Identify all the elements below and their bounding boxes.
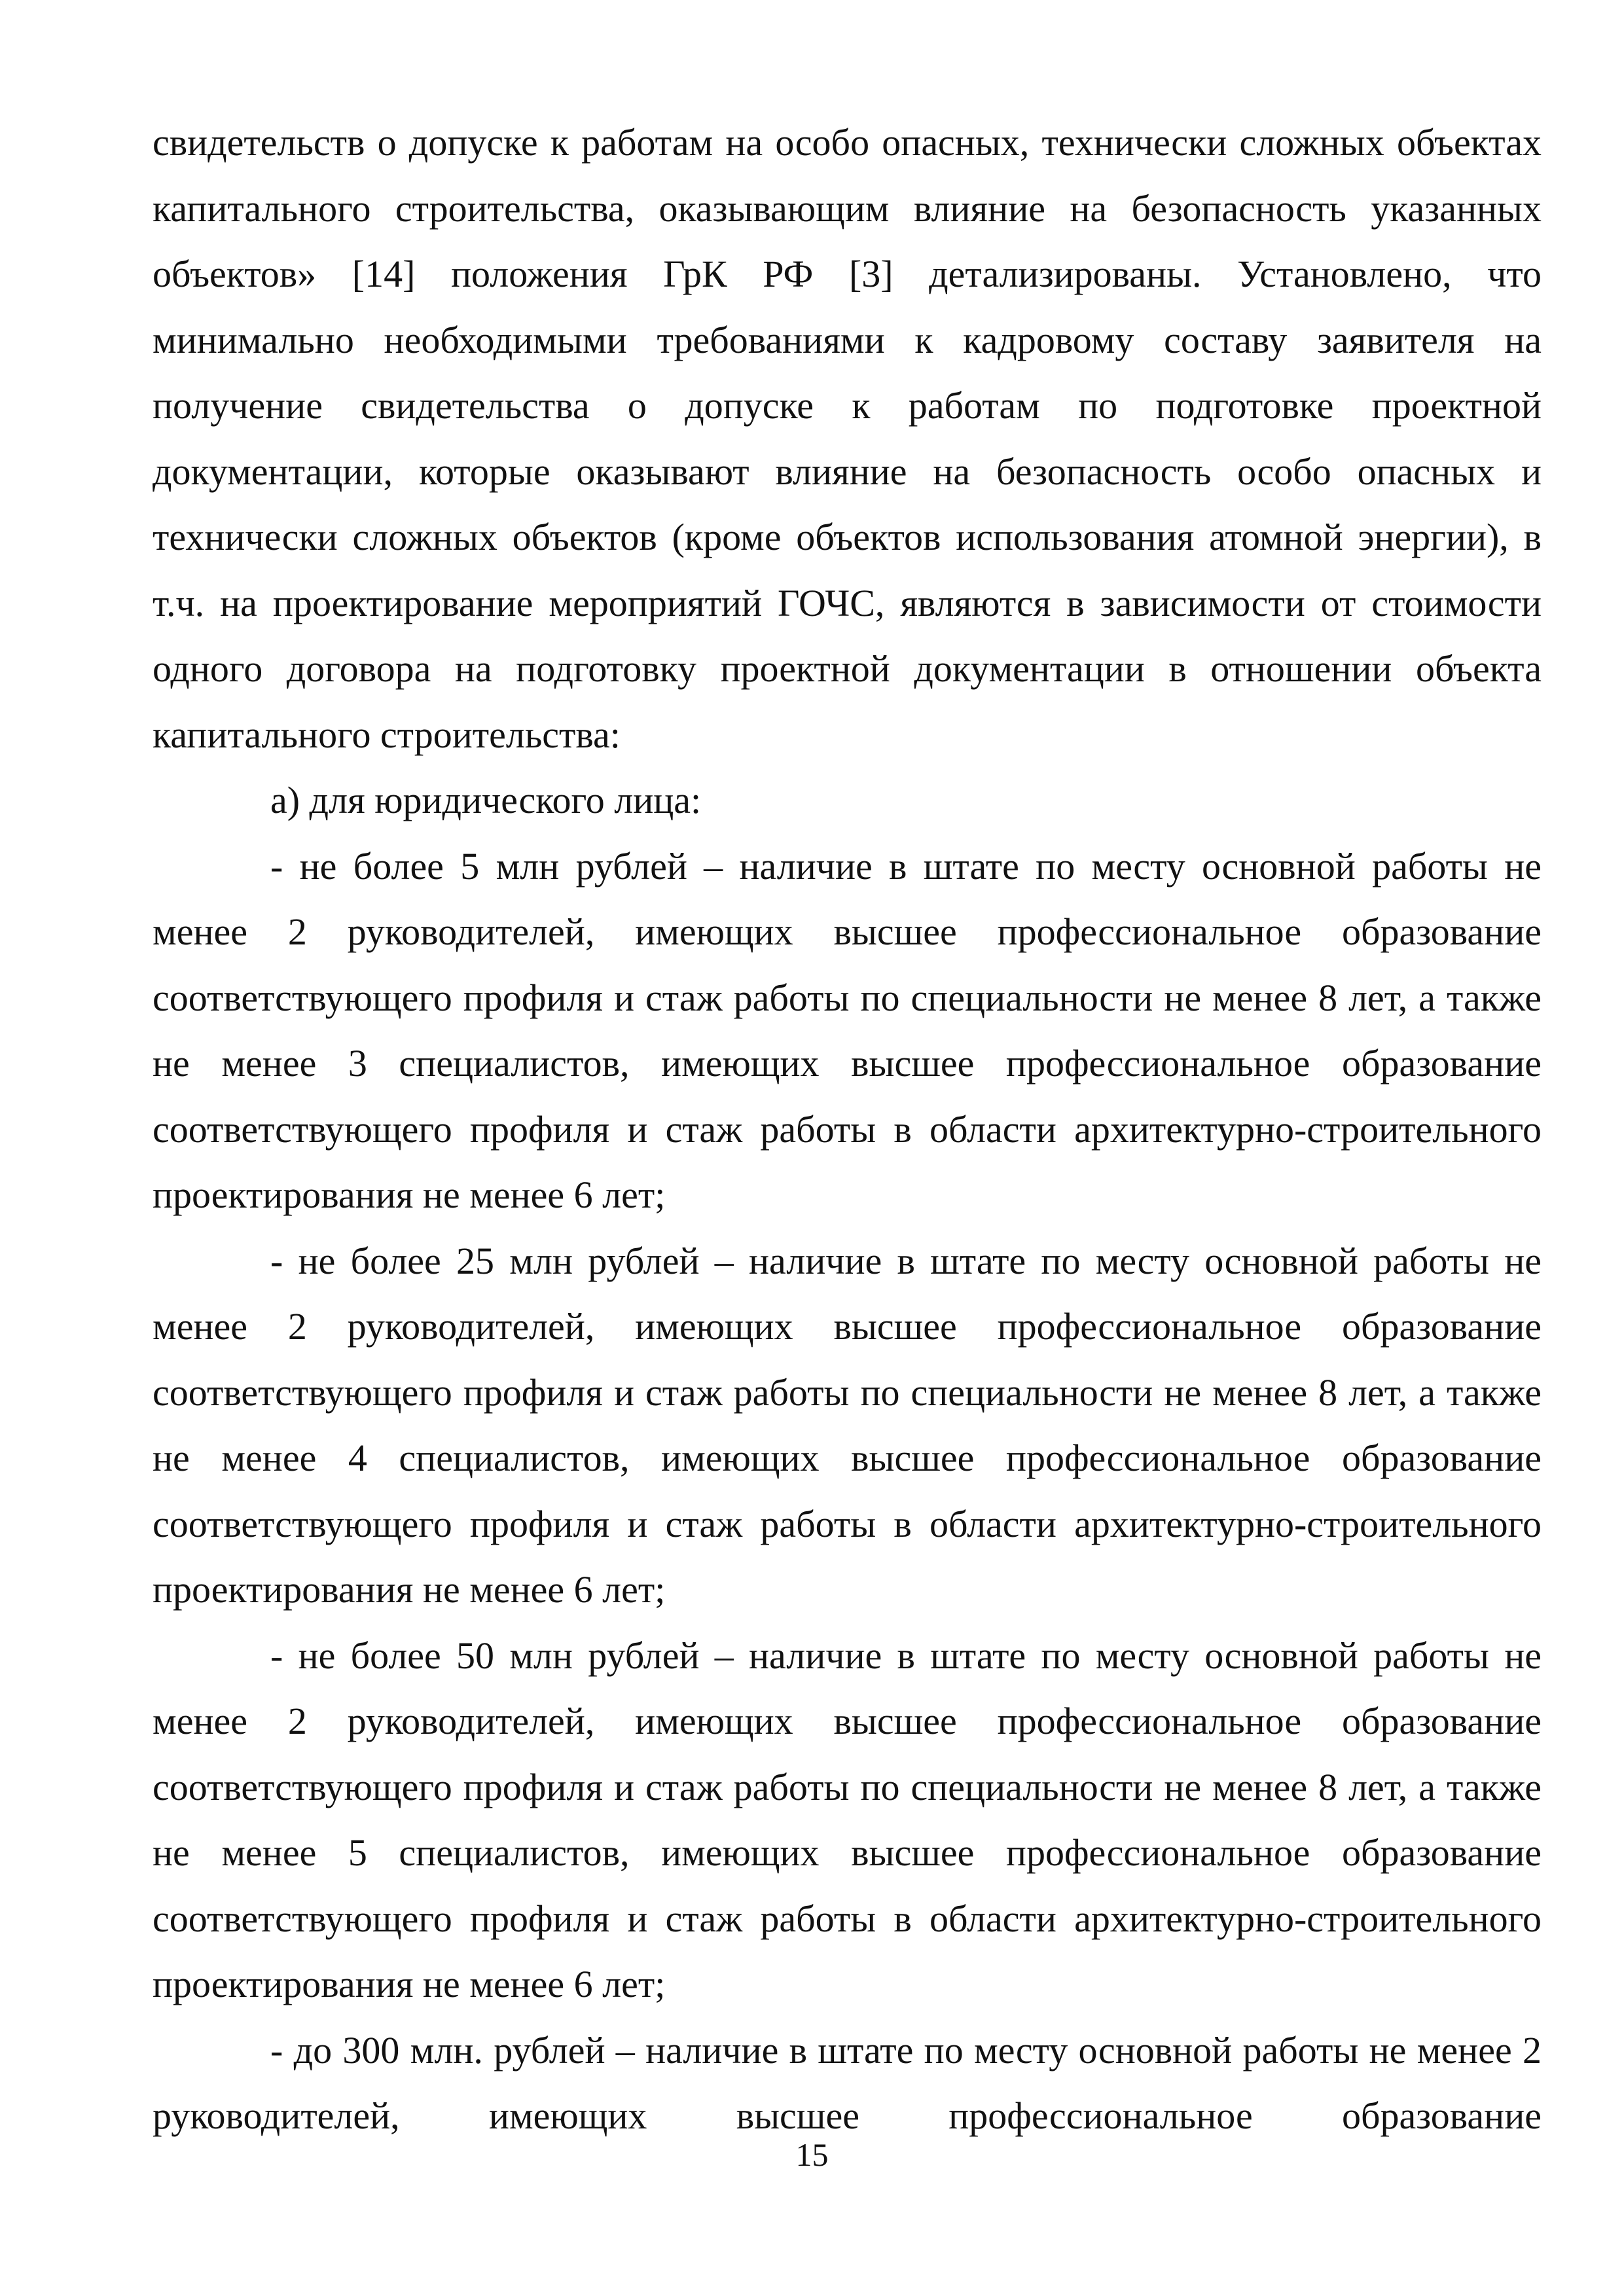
paragraph-tier-50-million: - не более 50 млн рублей – наличие в штате по месту основной работы не менее 2 руководителей, имеющих высшее профессиональное образование соответствующего профиля и стаж работы по специальности не менее 8 лет, а также не менее 5 специалистов, имеющих высшее профессиональное образование соответствующего профиля и стаж работы в области архитектурно-строительного проектирования не менее 6 лет; bbox=[153, 1634, 1542, 2005]
paragraph-legal-entity: а) для юридического лица: bbox=[270, 779, 702, 821]
body-text bbox=[153, 110, 1542, 2149]
paragraph-tier-300-million: - до 300 млн. рублей – наличие в штате по месту основной работы не менее 2 руководителей, имеющих высшее профессиональное образование bbox=[153, 2028, 1542, 2137]
paragraph-tier-5-million: - не более 5 млн рублей – наличие в штате по месту основной работы не менее 2 руководителей, имеющих высшее профессиональное образование соответствующего профиля и стаж работы по специальности не менее 8 лет, а также не менее 3 специалистов, имеющих высшее профессиональное образование соответствующего профиля и стаж работы в области архитектурно-строительного проектирования не менее 6 лет; bbox=[153, 844, 1542, 1216]
page-number: 15 bbox=[795, 2136, 829, 2173]
paragraph-intro: свидетельств о допуске к работам на особо опасных, технически сложных объектах капитального строительства, оказывающим влияние на безопасность указанных объектов» [14] положения ГрК РФ [3] детализированы. Установлено, что минимально необходимыми требованиями к кадровому составу заявителя на получение свидетельства о допуске к работам по подготовке проектной документации, которые оказывают влияние на безопасность особо опасных и технически сложных объектов (кроме объектов использования атомной энергии), в т.ч. на проектирование мероприятий ГОЧС, являются в зависимости от стоимости одного договора на подготовку проектной документации в отношении объекта капитального строительства: bbox=[153, 121, 1542, 756]
paragraph-tier-25-million: - не более 25 млн рублей – наличие в штате по месту основной работы не менее 2 руководителей, имеющих высшее профессиональное образование соответствующего профиля и стаж работы по специальности не менее 8 лет, а также не менее 4 специалистов, имеющих высшее профессиональное образование соответствующего профиля и стаж работы в области архитектурно-строительного проектирования не менее 6 лет; bbox=[153, 1239, 1542, 1611]
